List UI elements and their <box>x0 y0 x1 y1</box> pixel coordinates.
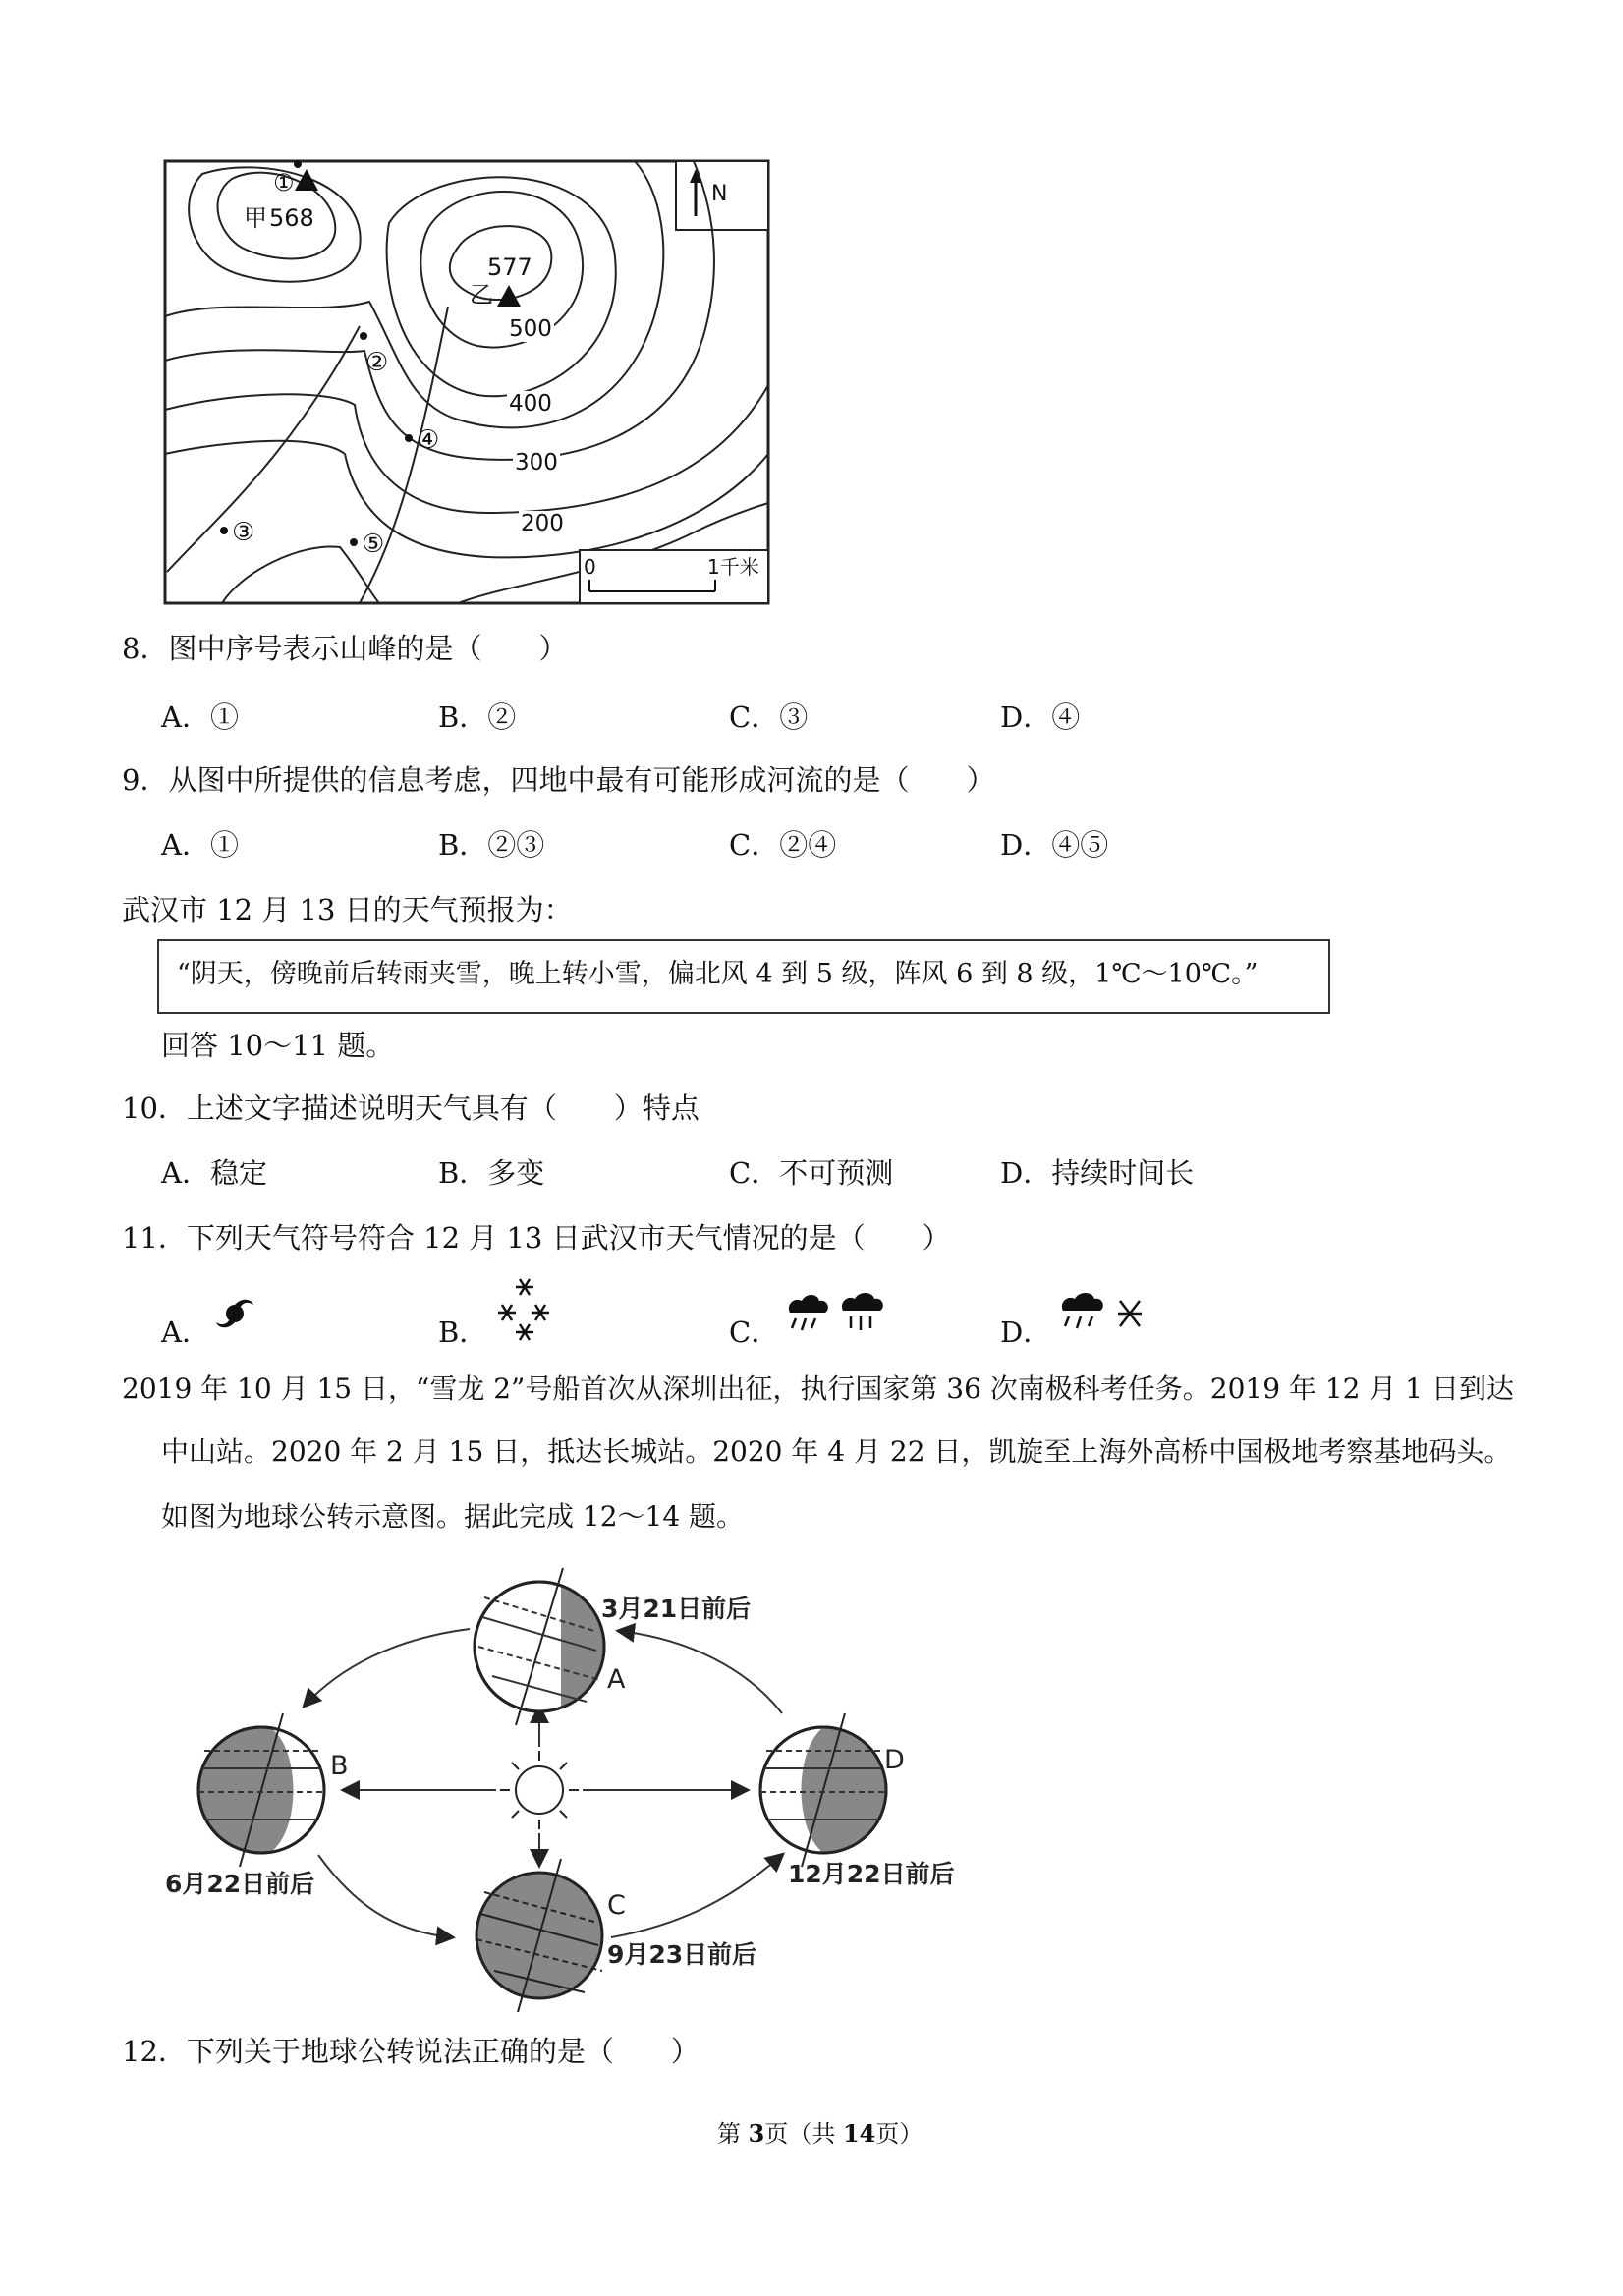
point-5: ⑤ <box>362 530 385 559</box>
contour-label-400: 400 <box>509 391 552 417</box>
footer-prefix: 第 <box>717 2120 749 2148</box>
orbit-date-c: 9月23日前后 <box>607 1940 757 1969</box>
q10-option-c[interactable]: C．不可预测 <box>729 1156 894 1190</box>
contour-label-200: 200 <box>521 511 564 536</box>
weather-answer-range: 回答 10～11 题。 <box>161 1029 395 1062</box>
orbit-letter-b: B <box>330 1751 349 1781</box>
page-footer <box>717 2114 923 2149</box>
sun-icon <box>500 1751 579 1829</box>
q11-option-a[interactable]: A． <box>161 1316 210 1349</box>
orbit-letter-d: D <box>884 1745 905 1775</box>
peak-jia-marker: ① <box>273 169 295 196</box>
scale-end: 1千米 <box>707 555 759 579</box>
peak-yi-label: 乙 <box>470 281 493 308</box>
orbit-date-b: 6月22日前后 <box>165 1870 315 1898</box>
contour-label-300: 300 <box>515 450 558 476</box>
q11-option-b[interactable]: B． <box>438 1316 488 1349</box>
passage-line-3: 如图为地球公转示意图。据此完成 12～14 题。 <box>161 1500 745 1533</box>
rain-icon <box>782 1291 890 1338</box>
scale-start: 0 <box>584 555 596 579</box>
weather-intro: 武汉市 12 月 13 日的天气预报为： <box>122 893 573 926</box>
question-8-stem: 8．图中序号表示山峰的是（ ） <box>122 632 568 665</box>
q8-option-a[interactable]: A．① <box>161 700 239 734</box>
earth-position-d <box>760 1713 886 1867</box>
footer-page-number: 3 <box>748 2119 765 2148</box>
earth-orbit-diagram <box>157 1560 982 2012</box>
typhoon-icon <box>214 1293 255 1334</box>
q8-option-c[interactable]: C．③ <box>729 700 809 734</box>
question-11-stem: 11．下列天气符号符合 12 月 13 日武汉市天气情况的是（ ） <box>122 1221 951 1255</box>
passage-line-2: 中山站。2020 年 2 月 15 日，抵达长城站。2020 年 4 月 22 日，凯旋至上海外高桥中国极地考察基地码头。 <box>161 1435 1512 1468</box>
earth-position-b <box>198 1713 325 1867</box>
peak-jia-elevation: 568 <box>269 204 314 232</box>
orbit-date-a: 3月21日前后 <box>601 1595 752 1623</box>
orbit-letter-c: C <box>607 1890 626 1921</box>
footer-suffix: 页） <box>875 2120 923 2148</box>
point-4: ④ <box>417 425 440 455</box>
footer-total-pages: 14 <box>842 2119 876 2148</box>
earth-position-a <box>475 1568 604 1725</box>
q9-option-d[interactable]: D．④⑤ <box>1000 828 1109 862</box>
weather-forecast-text: “阴天，傍晚前后转雨夹雪，晚上转小雪，偏北风 4 到 5 级，阵风 6 到 8 级，1℃～10℃。” <box>177 959 1259 989</box>
earth-position-c <box>476 1859 602 2012</box>
q9-option-c[interactable]: C．②④ <box>729 828 837 862</box>
point-3: ③ <box>232 518 255 547</box>
contour-map <box>163 159 772 607</box>
passage-line-1: 2019 年 10 月 15 日，“雪龙 2”号船首次从深圳出征，执行国家第 36 次南极科考任务。2019 年 12 月 1 日到达 <box>122 1372 1514 1405</box>
point-2: ② <box>365 348 389 377</box>
q9-option-b[interactable]: B．②③ <box>438 828 545 862</box>
snow-icon <box>487 1273 562 1344</box>
north-label: N <box>711 182 728 206</box>
q11-option-d[interactable]: D． <box>1000 1316 1052 1349</box>
orbit-letter-a: A <box>607 1664 626 1695</box>
q9-option-a[interactable]: A．① <box>161 828 239 862</box>
sleet-icon <box>1057 1287 1155 1340</box>
peak-yi-elevation: 577 <box>487 253 532 281</box>
q11-option-c[interactable]: C． <box>729 1316 780 1349</box>
contour-label-500: 500 <box>509 316 552 342</box>
q8-option-b[interactable]: B．② <box>438 700 517 734</box>
question-9-stem: 9．从图中所提供的信息考虑，四地中最有可能形成河流的是（ ） <box>122 763 995 797</box>
q10-option-d[interactable]: D．持续时间长 <box>1000 1156 1195 1190</box>
orbit-date-d: 12月22日前后 <box>788 1860 955 1888</box>
question-12-stem: 12．下列关于地球公转说法正确的是（ ） <box>122 2035 700 2068</box>
question-10-stem: 10．上述文字描述说明天气具有（ ）特点 <box>122 1092 700 1125</box>
q10-option-b[interactable]: B．多变 <box>438 1156 545 1190</box>
footer-middle: 页（共 <box>764 2120 843 2148</box>
q10-option-a[interactable]: A．稳定 <box>161 1156 267 1190</box>
q8-option-d[interactable]: D．④ <box>1000 700 1081 734</box>
peak-jia-label: 甲 <box>244 204 267 232</box>
